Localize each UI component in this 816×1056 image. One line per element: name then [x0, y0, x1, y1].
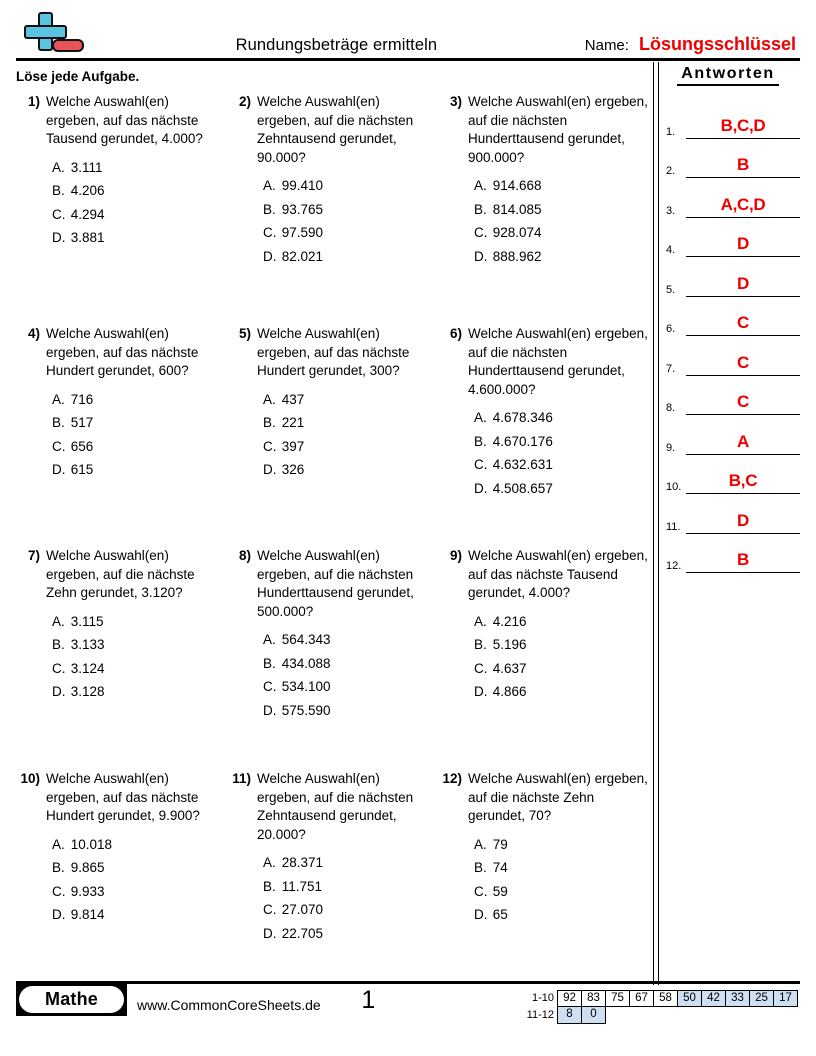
choice-value: 82.021 — [281, 248, 324, 264]
worksheet-body — [16, 87, 800, 945]
answer-value: B — [737, 550, 749, 569]
question-head — [227, 547, 434, 621]
choice-value: 10.018 — [70, 836, 113, 852]
choice-list — [474, 406, 650, 500]
choice-letter: A. — [52, 391, 65, 407]
answer-blank-line[interactable] — [686, 335, 800, 376]
choice-option[interactable] — [474, 880, 650, 904]
answer-number: 9. — [666, 441, 676, 454]
choice-value: 93.765 — [281, 201, 324, 217]
choice-letter: B. — [263, 415, 276, 430]
score-cell: 17 — [773, 990, 798, 1007]
choice-value: 221 — [281, 415, 305, 430]
answer-value: C — [737, 352, 749, 372]
score-cell: 25 — [749, 990, 774, 1007]
choice-letter: D. — [52, 907, 66, 922]
answer-blank-line[interactable] — [686, 138, 800, 179]
choice-option[interactable] — [263, 388, 434, 412]
question-number: 12) — [442, 771, 462, 786]
question-number: 4) — [27, 326, 40, 341]
page-title: Rundungsbeträge ermitteln — [235, 36, 438, 54]
score-row — [516, 990, 798, 1007]
question-text: Welche Auswahl(en) ergeben, auf das nächste Hundert gerundet, 600? — [46, 326, 199, 378]
answer-row — [666, 99, 800, 139]
score-cell: 42 — [701, 990, 726, 1007]
choice-value: 28.371 — [281, 855, 324, 870]
answer-number: 7. — [666, 362, 676, 375]
plus-minus-logo-icon — [16, 6, 88, 58]
choice-letter: B. — [474, 637, 487, 652]
question-head — [16, 93, 223, 149]
choice-value: 534.100 — [281, 679, 331, 694]
answer-row — [666, 257, 800, 297]
choice-letter: A. — [263, 178, 276, 193]
choice-letter: C. — [263, 225, 277, 240]
question-text: Welche Auswahl(en) ergeben, auf die nächsten Hunderttausend gerundet, 4.600.000? — [468, 326, 648, 397]
question-text: Welche Auswahl(en) ergeben, auf das nächste Tausend gerundet, 4.000? — [46, 94, 203, 146]
answer-number: 8. — [666, 402, 676, 414]
choice-value: 575.590 — [281, 702, 331, 718]
question-text: Welche Auswahl(en) ergeben, auf das nächste Hundert gerundet, 9.900? — [46, 771, 200, 823]
choice-option[interactable] — [474, 903, 650, 927]
choice-value: 434.088 — [281, 655, 331, 671]
score-cell: 8 — [557, 1007, 582, 1024]
choice-letter: B. — [474, 201, 487, 217]
choice-letter: D. — [52, 684, 66, 699]
answer-blank-line[interactable] — [686, 533, 800, 574]
choice-option[interactable] — [263, 628, 434, 652]
question-item — [16, 547, 227, 770]
choice-option[interactable] — [52, 657, 223, 681]
question-row — [16, 770, 654, 945]
choice-value: 99.410 — [281, 178, 324, 193]
choice-option[interactable] — [474, 633, 650, 657]
choice-value: 3.881 — [70, 230, 105, 245]
choice-value: 3.115 — [70, 613, 104, 629]
choice-option[interactable] — [52, 903, 223, 927]
question-head — [16, 547, 223, 603]
choice-option[interactable] — [52, 610, 223, 634]
answer-row — [666, 415, 800, 455]
choice-value: 326 — [281, 462, 305, 477]
answer-number: 3. — [666, 204, 676, 217]
answer-row — [666, 178, 800, 218]
choice-value: 4.294 — [70, 206, 105, 222]
choice-value: 79 — [492, 836, 508, 852]
answer-value: C — [737, 392, 749, 411]
choice-letter: D. — [263, 248, 277, 264]
choice-list — [263, 388, 434, 482]
question-number: 5) — [238, 326, 251, 341]
choice-value: 9.865 — [70, 860, 105, 875]
choice-value: 74 — [492, 860, 508, 875]
question-number: 8) — [238, 548, 251, 563]
choice-letter: D. — [474, 248, 488, 264]
question-head — [438, 93, 650, 167]
choice-option[interactable] — [263, 898, 434, 922]
question-item — [16, 325, 227, 547]
choice-letter: A. — [474, 410, 487, 425]
choice-list — [474, 833, 650, 927]
choice-value: 22.705 — [281, 925, 324, 941]
choice-option[interactable] — [263, 174, 434, 198]
choice-option[interactable] — [52, 856, 223, 880]
choice-value: 517 — [70, 415, 94, 430]
choice-value: 4.206 — [70, 183, 105, 198]
choice-list — [52, 833, 223, 927]
choice-letter: A. — [474, 178, 487, 193]
choice-letter: C. — [52, 660, 66, 676]
choice-value: 59 — [492, 883, 508, 899]
score-cell: 58 — [653, 990, 678, 1007]
choice-letter: D. — [474, 480, 488, 496]
choice-option[interactable] — [474, 610, 650, 634]
score-cell: 92 — [557, 990, 582, 1007]
choice-letter: D. — [52, 462, 66, 477]
choice-value: 615 — [70, 462, 94, 477]
choice-letter: C. — [263, 902, 277, 917]
question-item — [227, 93, 438, 325]
choice-option[interactable] — [263, 652, 434, 676]
question-number: 3) — [449, 94, 462, 109]
choice-option[interactable] — [474, 198, 650, 222]
score-cell: 50 — [677, 990, 702, 1007]
question-item — [227, 770, 438, 945]
choice-letter: D. — [263, 462, 277, 477]
choice-value: 656 — [70, 438, 94, 454]
choice-option[interactable] — [52, 411, 223, 435]
answer-row — [666, 336, 800, 376]
question-row — [16, 547, 654, 770]
score-cell: 33 — [725, 990, 750, 1007]
choice-letter: A. — [263, 632, 276, 647]
choice-letter: C. — [474, 883, 488, 899]
choice-value: 888.962 — [492, 248, 542, 264]
answer-value: A,C,D — [720, 194, 766, 214]
question-number: 11) — [232, 771, 251, 786]
score-cell-group — [558, 990, 798, 1007]
instruction-text: Löse jede Aufgabe. — [16, 68, 140, 84]
choice-letter: A. — [474, 613, 487, 629]
choice-value: 3.128 — [70, 684, 105, 699]
choice-value: 27.070 — [281, 902, 324, 917]
choice-letter: B. — [52, 183, 65, 198]
choice-option[interactable] — [263, 675, 434, 699]
question-item — [438, 325, 654, 547]
question-head — [16, 325, 223, 381]
question-text: Welche Auswahl(en) ergeben, auf die nächste Zehn gerundet, 3.120? — [46, 548, 195, 600]
choice-letter: B. — [263, 878, 276, 894]
choice-option[interactable] — [474, 221, 650, 245]
question-item — [16, 93, 227, 325]
choice-option[interactable] — [474, 680, 650, 704]
choice-option[interactable] — [52, 458, 223, 482]
answer-number: 2. — [666, 165, 676, 177]
question-number: 2) — [238, 94, 251, 109]
choice-value: 11.751 — [281, 878, 323, 894]
question-text: Welche Auswahl(en) ergeben, auf die nächsten Hunderttausend gerundet, 500.000? — [257, 548, 414, 619]
choice-value: 4.678.346 — [492, 410, 553, 425]
answer-blank-line[interactable] — [686, 296, 800, 337]
score-row — [516, 1007, 798, 1024]
choice-letter: A. — [474, 836, 487, 852]
choice-option[interactable] — [52, 633, 223, 657]
choice-value: 4.637 — [492, 660, 527, 676]
question-item — [227, 325, 438, 547]
logo-plus-center-fill — [40, 27, 51, 37]
question-head — [438, 547, 650, 603]
choice-option[interactable] — [263, 875, 434, 899]
choice-value: 928.074 — [492, 225, 542, 240]
question-head — [16, 770, 223, 826]
score-table — [516, 984, 800, 1024]
page-footer — [16, 981, 800, 1036]
score-cell: 67 — [629, 990, 654, 1007]
score-cell: 83 — [581, 990, 606, 1007]
choice-letter: B. — [52, 860, 65, 875]
choice-option[interactable] — [52, 179, 223, 203]
choice-value: 4.632.631 — [492, 457, 553, 472]
answer-value: D — [737, 234, 749, 253]
question-text: Welche Auswahl(en) ergeben, auf das nächste Hundert gerundet, 300? — [257, 326, 410, 378]
choice-option[interactable] — [474, 833, 650, 857]
choice-option[interactable] — [263, 851, 434, 875]
choice-option[interactable] — [263, 411, 434, 435]
choice-value: 3.133 — [70, 637, 105, 652]
choice-letter: A. — [52, 613, 65, 629]
choice-value: 4.670.176 — [492, 433, 553, 449]
question-text: Welche Auswahl(en) ergeben, auf die nächsten Zehntausend gerundet, 90.000? — [257, 94, 414, 165]
choice-list — [263, 174, 434, 268]
choice-option[interactable] — [52, 226, 223, 250]
answer-blank-line[interactable] — [686, 98, 800, 139]
score-cell-group — [558, 1007, 606, 1024]
question-row — [16, 325, 654, 547]
answer-number: 6. — [666, 323, 676, 335]
choice-letter: A. — [52, 836, 65, 852]
choice-letter: B. — [52, 637, 65, 652]
score-row-label: 11-12 — [526, 1009, 554, 1021]
question-head — [227, 325, 434, 381]
answer-blank-line[interactable] — [686, 454, 800, 495]
choice-value: 716 — [70, 391, 94, 407]
question-head — [438, 770, 650, 826]
choice-value: 9.814 — [70, 907, 105, 922]
answers-heading-wrap — [656, 63, 800, 86]
answer-row — [666, 534, 800, 574]
choice-letter: B. — [474, 433, 487, 449]
choice-option[interactable] — [474, 657, 650, 681]
choice-value: 3.124 — [70, 660, 105, 676]
website-url: www.CommonCoreSheets.de — [137, 997, 321, 1013]
question-number: 1) — [27, 94, 40, 109]
choice-option[interactable] — [474, 174, 650, 198]
question-head — [438, 325, 650, 399]
choice-letter: B. — [52, 415, 65, 430]
subject-badge — [16, 983, 127, 1016]
answer-row — [666, 297, 800, 337]
choice-value: 4.866 — [492, 684, 527, 699]
choice-option[interactable] — [263, 922, 434, 946]
choice-option[interactable] — [474, 245, 650, 269]
question-head — [227, 93, 434, 167]
answer-key-panel — [654, 87, 800, 945]
choice-list — [263, 628, 434, 722]
choice-letter: A. — [52, 159, 65, 175]
choice-letter: B. — [474, 860, 487, 875]
choice-letter: C. — [52, 883, 66, 899]
answer-row — [666, 376, 800, 416]
choice-option[interactable] — [52, 833, 223, 857]
question-text: Welche Auswahl(en) ergeben, auf die nächsten Zehntausend gerundet, 20.000? — [257, 771, 414, 842]
answer-blank-line[interactable] — [686, 493, 800, 534]
answer-number: 5. — [666, 283, 676, 296]
choice-letter: C. — [52, 206, 66, 222]
answers-heading: Antworten — [677, 65, 779, 86]
choice-option[interactable] — [263, 458, 434, 482]
answer-row — [666, 455, 800, 495]
question-item — [227, 547, 438, 770]
choice-option[interactable] — [52, 156, 223, 180]
choice-letter: D. — [263, 702, 277, 718]
choice-list — [474, 174, 650, 268]
choice-list — [52, 610, 223, 704]
choice-letter: D. — [52, 230, 66, 245]
choice-option[interactable] — [52, 388, 223, 412]
answer-row — [666, 139, 800, 179]
answer-blank-line[interactable] — [686, 375, 800, 416]
choice-option[interactable] — [263, 435, 434, 459]
answer-blank-line[interactable] — [686, 256, 800, 297]
choice-letter: C. — [263, 679, 277, 694]
choice-value: 814.085 — [492, 201, 542, 217]
question-row — [16, 93, 654, 325]
score-cell: 0 — [581, 1007, 606, 1024]
choice-option[interactable] — [263, 198, 434, 222]
answer-number: 1. — [666, 125, 676, 138]
answer-row — [666, 494, 800, 534]
question-head — [227, 770, 434, 844]
questions-grid — [16, 87, 654, 945]
name-label: Name: — [584, 37, 629, 54]
answer-number: 11. — [666, 520, 681, 533]
choice-option[interactable] — [263, 699, 434, 723]
answer-number: 10. — [666, 481, 682, 493]
choice-option[interactable] — [52, 435, 223, 459]
choice-option[interactable] — [52, 680, 223, 704]
question-number: 10) — [20, 771, 40, 786]
choice-list — [52, 388, 223, 482]
choice-letter: C. — [263, 438, 277, 454]
subject-badge-label: Mathe — [19, 986, 124, 1013]
answer-value: D — [737, 273, 749, 293]
logo-minus-bar — [52, 39, 84, 52]
answer-value: B,C,D — [720, 115, 766, 135]
question-item — [438, 547, 654, 770]
question-number: 7) — [27, 548, 40, 563]
score-row-label: 1-10 — [531, 992, 554, 1004]
choice-value: 564.343 — [281, 632, 331, 647]
choice-option[interactable] — [474, 856, 650, 880]
answer-row — [666, 218, 800, 258]
page-number: 1 — [361, 986, 376, 1014]
choice-value: 65 — [492, 907, 508, 922]
question-number: 6) — [449, 326, 462, 341]
choice-option[interactable] — [263, 245, 434, 269]
answer-key-badge: Lösungsschlüssel — [638, 34, 796, 54]
subheader-row — [16, 61, 800, 87]
question-text: Welche Auswahl(en) ergeben, auf die nächsten Hunderttausend gerundet, 900.000? — [468, 94, 648, 165]
choice-value: 914.668 — [492, 178, 542, 193]
answer-blank-line[interactable] — [686, 217, 800, 258]
choice-letter: D. — [263, 925, 277, 941]
choice-value: 397 — [281, 438, 305, 454]
answer-number: 12. — [666, 560, 682, 572]
choice-option[interactable] — [52, 203, 223, 227]
answer-value: A — [737, 431, 749, 451]
answer-blank-line[interactable] — [686, 414, 800, 455]
choice-value: 4.216 — [492, 613, 527, 629]
choice-value: 5.196 — [492, 637, 527, 652]
choice-option[interactable] — [52, 880, 223, 904]
choice-letter: D. — [474, 684, 488, 699]
question-item — [438, 93, 654, 325]
choice-letter: C. — [474, 660, 488, 676]
answer-number: 4. — [666, 244, 676, 256]
choice-letter: C. — [52, 438, 66, 454]
answer-value: B — [737, 155, 749, 174]
choice-list — [263, 851, 434, 945]
answer-value: B,C — [728, 471, 758, 490]
choice-value: 4.508.657 — [492, 480, 553, 496]
choice-letter: A. — [263, 855, 276, 870]
name-field-group — [585, 34, 800, 58]
answer-blank-line[interactable] — [686, 177, 800, 218]
choice-value: 9.933 — [70, 883, 105, 899]
choice-letter: A. — [263, 391, 276, 407]
choice-letter: C. — [474, 225, 488, 240]
choice-list — [474, 610, 650, 704]
choice-option[interactable] — [474, 430, 650, 454]
choice-value: 437 — [281, 391, 305, 407]
choice-option[interactable] — [263, 221, 434, 245]
question-text: Welche Auswahl(en) ergeben, auf das nächste Tausend gerundet, 4.000? — [468, 548, 648, 600]
score-cell: 75 — [605, 990, 630, 1007]
choice-option[interactable] — [474, 477, 650, 501]
choice-list — [52, 156, 223, 250]
choice-option[interactable] — [474, 453, 650, 477]
question-text: Welche Auswahl(en) ergeben, auf die nächste Zehn gerundet, 70? — [468, 771, 648, 823]
question-item — [438, 770, 654, 945]
choice-letter: D. — [474, 907, 488, 922]
choice-value: 97.590 — [281, 225, 324, 240]
choice-letter: B. — [263, 655, 276, 671]
choice-value: 3.111 — [70, 159, 103, 175]
page-header — [16, 0, 800, 61]
choice-option[interactable] — [474, 406, 650, 430]
answer-value: D — [737, 510, 749, 530]
question-number: 9) — [449, 548, 462, 563]
answer-value: C — [737, 313, 749, 332]
question-item — [16, 770, 227, 945]
choice-letter: B. — [263, 201, 276, 217]
choice-letter: C. — [474, 457, 488, 472]
